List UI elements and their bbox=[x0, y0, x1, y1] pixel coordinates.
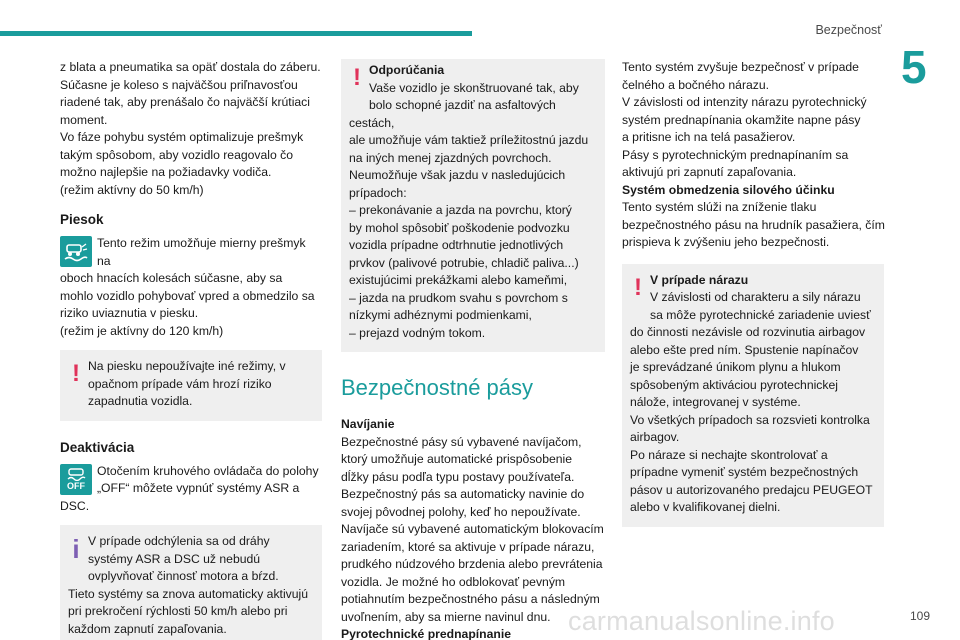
intro-text bbox=[60, 59, 322, 199]
deactivation-paragraph bbox=[60, 463, 322, 516]
warning-icon: ! bbox=[634, 273, 642, 301]
text-line: V prípade odchýlenia sa od dráhy bbox=[88, 534, 270, 548]
text-line: pásov u autorizovaného predajcu PEUGEOT bbox=[630, 482, 873, 497]
text-line: možno najlepšie na požiadavky vodiča. bbox=[60, 165, 272, 179]
text-line: V závislosti od charakteru a sily nárazu bbox=[650, 290, 861, 304]
recommendations-box bbox=[341, 59, 605, 352]
text-line: (režim aktívny do 50 km/h) bbox=[60, 182, 204, 197]
text-line: vozidla. Je možné ho odblokovať pevným bbox=[341, 574, 566, 589]
text-line: Tento systém slúži na zníženie tlaku bbox=[622, 200, 817, 214]
text-line: Otočením kruhového ovládača do polohy bbox=[97, 463, 319, 478]
text-line: prípadne vymeniť systém bezpečnostných bbox=[630, 465, 859, 479]
text-line: každom zapnutí zapaľovania. bbox=[68, 621, 227, 636]
text-line: Bezpečnostné pásy sú vybavené navíjačom, bbox=[341, 434, 582, 449]
sand-mode-icon bbox=[60, 236, 92, 267]
text-line: riadené tak, aby prenášalo čo najväčší krútiaci bbox=[60, 95, 310, 109]
column-2 bbox=[341, 59, 605, 640]
text-line: prvkov (palivové potrubie, chladič paliva...) bbox=[349, 255, 579, 270]
text-line: prípadoch: bbox=[349, 185, 407, 200]
text-line: bezpečnostného pásu na hrudník pasažiera, čím bbox=[622, 217, 885, 232]
pyro-title: Pyrotechnické prednapínanie bbox=[341, 627, 512, 640]
column-1 bbox=[60, 59, 322, 640]
text-line: opačnom prípade vám hrozí riziko bbox=[88, 376, 272, 391]
text-line: na iných menej zjazdných povrchoch. bbox=[349, 150, 552, 165]
text-line: pri prekročení rýchlosti 50 km/h alebo pri bbox=[68, 604, 288, 618]
sand-warning-box bbox=[60, 350, 322, 421]
impact-warning-box bbox=[622, 264, 884, 527]
text-line: do činnosti nezávisle od rozvinutia airbagov bbox=[630, 325, 866, 339]
text-line: – jazda na prudkom svahu s povrchom s bbox=[349, 290, 568, 305]
sand-heading: Piesok bbox=[60, 212, 104, 227]
text-line: sa môže pyrotechnické zariadenie uviesť bbox=[650, 307, 871, 322]
text-line: mohlo vozidlo pohybovať vpred a obmedzilo sa bbox=[60, 288, 315, 303]
section-title: Bezpečnosť bbox=[815, 23, 882, 37]
text-line: systémy ASR a DSC už nebudú bbox=[88, 551, 261, 566]
watermark: carmanualsonline.info bbox=[568, 606, 835, 636]
impact-title: V prípade nárazu bbox=[650, 272, 749, 287]
text-line: prudkého núdzového brzdenia alebo prevrátenia bbox=[341, 557, 603, 571]
text-line: ovplyvňovať činnosť motora a bŕzd. bbox=[88, 569, 279, 583]
text-line: oboch hnacích kolesách súčasne, aby sa bbox=[60, 271, 283, 285]
text-line: Vo všetkých prípadoch sa rozsvieti kontrolka bbox=[630, 412, 870, 427]
text-line: riziko uviaznutia v piesku. bbox=[60, 306, 199, 320]
text-line: systém prednapínania okamžite napne pásy bbox=[622, 112, 861, 127]
text-line: Neumožňuje však jazdu v nasledujúcich bbox=[349, 168, 566, 182]
text-line: Súčasne je koleso s najväčšou priľnavosťou bbox=[60, 77, 298, 92]
text-line: je sprevádzané únikom plynu a hlukom bbox=[630, 360, 841, 374]
chapter-number: 5 bbox=[901, 41, 927, 93]
deactivation-info-box bbox=[60, 525, 322, 640]
text-line: Pásy s pyrotechnickým prednapínaním sa bbox=[622, 147, 849, 162]
text-line: a pritisne ich na telá pasažierov. bbox=[622, 130, 796, 144]
retractor-title: Navíjanie bbox=[341, 417, 395, 431]
recommendations-title: Odporúčania bbox=[369, 63, 445, 77]
text-line: – prekonávanie a jazda na povrchu, ktorý bbox=[349, 203, 572, 217]
text-line: V závislosti od intenzity nárazu pyrotechnický bbox=[622, 95, 867, 109]
text-line: potiahnutím bezpečnostného pásu a následným bbox=[341, 592, 600, 606]
off-label: OFF bbox=[67, 480, 85, 491]
text-line: alebo ešte pred ním. Spustenie napínačov bbox=[630, 342, 859, 357]
text-line: Vaše vozidlo je skonštruované tak, aby bbox=[369, 80, 579, 95]
text-line: Na piesku nepoužívajte iné režimy, v bbox=[88, 359, 286, 373]
text-line: by mohol spôsobiť poškodenie podvozku bbox=[349, 220, 570, 235]
text-line: prispieva k zvýšeniu jeho bezpečnosti. bbox=[622, 235, 830, 249]
text-line: vozidla prípadne odtrhnutie jednotlivých bbox=[349, 238, 564, 252]
text-line: bolo schopné jazdiť na asfaltových cestách, bbox=[349, 98, 556, 130]
text-line: Navíjače sú vybavené automatickým blokovacím bbox=[341, 522, 604, 536]
text-line: dĺžky pásu podľa typu postavy používateľa. bbox=[341, 469, 575, 484]
text-line: existujúcimi prekážkami alebo kameňmi, bbox=[349, 273, 568, 287]
warning-icon: ! bbox=[72, 360, 80, 387]
column-3 bbox=[622, 59, 892, 527]
text-line: zapadnutia vozidla. bbox=[88, 394, 193, 408]
header-accent-bar bbox=[0, 31, 472, 36]
text-line: „OFF“ môžete vypnúť systémy ASR a bbox=[97, 481, 300, 495]
limiter-title: Systém obmedzenia silového účinku bbox=[622, 182, 835, 197]
text-line: moment. bbox=[60, 112, 108, 127]
text-line: uvoľnením, aby sa mierne navinul dnu. bbox=[341, 609, 551, 624]
page-number: 109 bbox=[909, 609, 930, 623]
text-line: spôsobeným aktiváciou pyrotechnickej bbox=[630, 377, 838, 392]
sand-paragraph bbox=[60, 235, 322, 340]
text-line: (režim je aktívny do 120 km/h) bbox=[60, 323, 224, 338]
info-icon: i bbox=[72, 534, 80, 564]
text-line: nálože, integrovanej v systéme. bbox=[630, 395, 801, 409]
text-line: – prejazd vodným tokom. bbox=[349, 325, 486, 340]
text-line: Po náraze si nechajte skontrolovať a bbox=[630, 447, 828, 462]
text-line: aktivujú pri zapnutí zapaľovania. bbox=[622, 165, 797, 179]
text-line: z blata a pneumatika sa opäť dostala do záberu. bbox=[60, 60, 321, 74]
text-line: Bezpečnostný pás sa automaticky navinie do bbox=[341, 487, 585, 501]
text-line: takým spôsobom, aby vozidlo reagovalo čo bbox=[60, 147, 294, 162]
text-line: ktorý umožňuje automatické prispôsobenie bbox=[341, 452, 573, 466]
text-line: Tento režim umožňuje mierny prešmyk na bbox=[97, 236, 306, 268]
warning-icon: ! bbox=[353, 64, 361, 91]
text-line: zariadením, ktoré sa aktivuje v prípade nárazu, bbox=[341, 539, 595, 554]
text-line: nízkymi adhéznymi podmienkami, bbox=[349, 308, 532, 322]
text-line: Vo fáze pohybu systém optimalizuje prešmyk bbox=[60, 130, 304, 144]
text-line: svojej pôvodnej polohy, keď ho nepoužívate. bbox=[341, 504, 581, 519]
text-line: alebo v kvalifikovanej dielni. bbox=[630, 500, 781, 514]
text-line: ale umožňuje vám taktiež príležitostnú jazdu bbox=[349, 133, 589, 147]
esp-off-icon bbox=[60, 464, 92, 495]
seat-belts-heading: Bezpečnostné pásy bbox=[341, 375, 534, 400]
text-line: airbagov. bbox=[630, 430, 680, 444]
deactivation-heading: Deaktivácia bbox=[60, 439, 135, 455]
text-line: Tento systém zvyšuje bezpečnosť v prípade bbox=[622, 60, 859, 74]
text-line: čelného a bočného nárazu. bbox=[622, 77, 770, 92]
text-line: DSC. bbox=[60, 498, 90, 513]
text-line: Tieto systémy sa znova automaticky aktivujú bbox=[68, 586, 309, 601]
